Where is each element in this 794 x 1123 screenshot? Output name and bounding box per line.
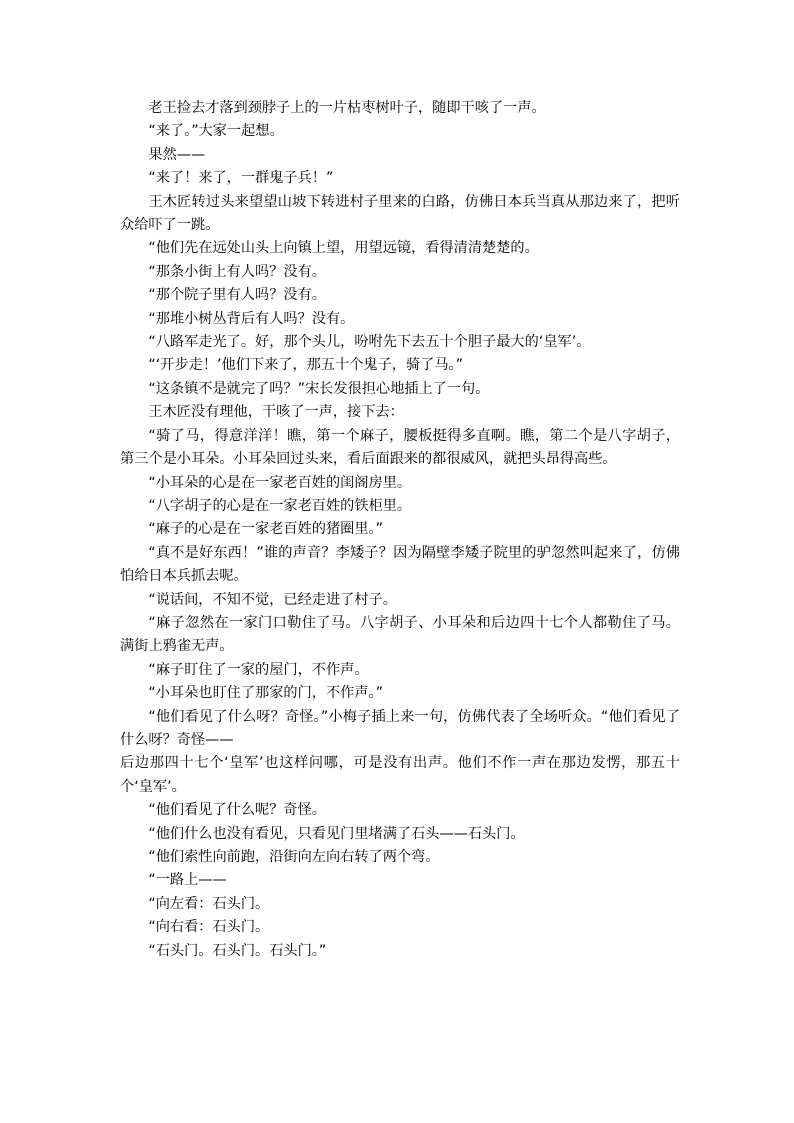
paragraph: “他们看见了什么呢？奇怪。 <box>148 802 326 819</box>
paragraph: “他们看见了什么呀？奇怪。”小梅子插上来一句，仿佛代表了全场听众。“他们看见了什么呀？奇怪—— <box>120 708 680 748</box>
paragraph: 王木匠没有理他，干咳了一声，接下去： <box>148 404 404 421</box>
paragraph: “石头门。石头门。石头门。” <box>148 942 327 959</box>
paragraph: 后边那四十七个‘皇军’也这样问哪，可是没有出声。他们不作一声在那边发愣，那五十个‘皇军’。 <box>120 755 680 795</box>
paragraph: “小耳朵的心是在一家老百姓的闺阁房里。 <box>148 474 412 491</box>
paragraph: “来了。”大家一起想。 <box>148 123 284 140</box>
paragraph: “那堆小树丛背后有人吗？没有。 <box>148 310 355 327</box>
paragraph: “骑了马，得意洋洋！瞧，第一个麻子，腰板挺得多直啊。瞧，第二个是八字胡子，第三个是小耳朵。小耳朵回过头来，看后面跟来的都很威风，就把头昂得高些。 <box>120 427 680 468</box>
paragraph: “他们索性向前跑，沿街向左向右转了两个弯。 <box>148 849 440 865</box>
paragraph: 王木匠转过头来望望山坡下转进村子里来的白路，仿佛日本兵当真从那边来了，把听众给吓了一跳。 <box>120 193 680 234</box>
paragraph: “一路上—— <box>148 872 227 889</box>
paragraph: “麻子的心是在一家老百姓的猪圈里。” <box>148 521 383 538</box>
paragraph: “向右看：石头门。 <box>148 919 270 936</box>
paragraph: 果然—— <box>148 146 206 163</box>
paragraph: “八路军走光了。好，那个头儿，吩咐先下去五十个胆子最大的‘皇军’。 <box>148 334 591 351</box>
paragraph: “那条小街上有人吗？没有。 <box>148 263 326 280</box>
paragraph: “‘开步走！’他们下来了，那五十个鬼子，骑了马。” <box>148 357 463 374</box>
story-text <box>120 97 680 963</box>
paragraph: “说话间，不知不觉，已经走进了村子。 <box>148 591 397 608</box>
paragraph: “他们什么也没有看见，只看见门里堵满了石头——石头门。 <box>148 825 525 842</box>
paragraph: “来了！来了，一群鬼子兵！” <box>148 170 334 187</box>
paragraph: “麻子忽然在一家门口勒住了马。八字胡子、小耳朵和后边四十七个人都勒住了马。满街上鸦雀无声。 <box>120 614 680 655</box>
paragraph: “他们先在远处山头上向镇上望，用望远镜，看得清清楚楚的。 <box>148 240 539 257</box>
paragraph: “真不是好东西！”谁的声音？李矮子？因为隔壁李矮子院里的驴忽然叫起来了，仿佛怕给日本兵抓去呢。 <box>120 544 680 585</box>
paragraph: “那个院子里有人吗？没有。 <box>148 287 326 304</box>
paragraph: “八字胡子的心是在一家老百姓的铁柜里。 <box>148 497 412 514</box>
paragraph: “小耳朵也盯住了那家的门，不作声。” <box>148 685 383 702</box>
paragraph: “麻子盯住了一家的屋门，不作声。 <box>148 661 369 678</box>
paragraph: “这条镇不是就完了吗？”宋长发很担心地插上了一句。 <box>148 380 490 397</box>
paragraph: 老王捡去才落到颈脖子上的一片枯枣树叶子，随即干咳了一声。 <box>148 100 546 116</box>
paragraph: “向左看：石头门。 <box>148 895 270 912</box>
